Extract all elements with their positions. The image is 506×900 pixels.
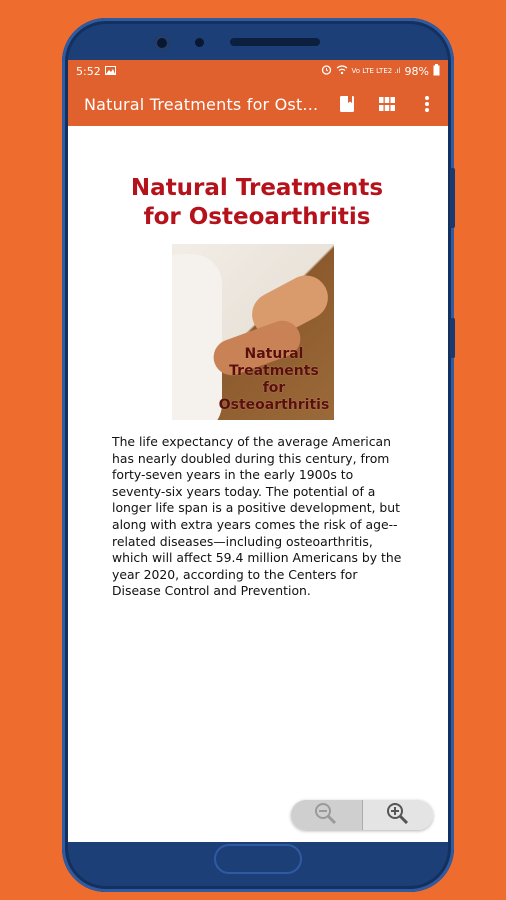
- status-time: 5:52: [76, 64, 101, 78]
- zoom-out-icon: [314, 802, 338, 828]
- alarm-icon: [321, 64, 332, 78]
- zoom-out-button[interactable]: [291, 800, 363, 830]
- cover-caption-line1: Natural: [244, 346, 304, 362]
- screen: [68, 60, 448, 842]
- article-body: The life expectancy of the average American has nearly doubled during this century, from forty-seven years in the early 1900s to seventy-six years today. The potential of a longer life span is a positive development, but along with extra years comes the risk of age--related diseases—including osteoarthritis, which will affect 59.4 million Americans by the year 2020, according to the Centers for Disease Control and Prevention.: [112, 434, 402, 599]
- zoom-in-button[interactable]: [363, 800, 434, 830]
- front-camera: [154, 35, 170, 51]
- earpiece-speaker: [230, 38, 320, 46]
- image-notification-icon: [105, 65, 116, 78]
- zoom-in-icon: [386, 802, 410, 828]
- phone-frame: [62, 18, 454, 892]
- wifi-icon: [336, 65, 348, 78]
- cover-caption-line2: Treatments: [229, 363, 319, 379]
- battery-icon: [433, 64, 440, 79]
- network-status: Vo LTE LTE2 .ıl: [351, 67, 401, 75]
- status-bar: [68, 60, 448, 82]
- cover-caption-line3: for Osteoarthritis: [218, 380, 330, 413]
- article-title-line1: Natural Treatments: [130, 175, 384, 201]
- power-button: [450, 318, 455, 358]
- app-title: Natural Treatments for Ost...: [84, 94, 319, 114]
- grid-icon[interactable]: [378, 95, 396, 113]
- bookmark-icon[interactable]: [338, 95, 356, 113]
- home-button[interactable]: [214, 844, 302, 874]
- battery-percent: 98%: [404, 64, 429, 78]
- more-vert-icon[interactable]: [418, 95, 436, 113]
- cover-image: [172, 244, 334, 420]
- proximity-sensor: [195, 38, 204, 47]
- volume-button: [450, 168, 455, 228]
- article-title-line2: for Osteoarthritis: [143, 204, 371, 230]
- article-title: [112, 174, 402, 232]
- arm-shape: [172, 254, 222, 420]
- zoom-controls: [291, 800, 433, 830]
- cover-caption: [218, 346, 330, 414]
- app-bar: [68, 82, 448, 126]
- article-content: [68, 126, 448, 600]
